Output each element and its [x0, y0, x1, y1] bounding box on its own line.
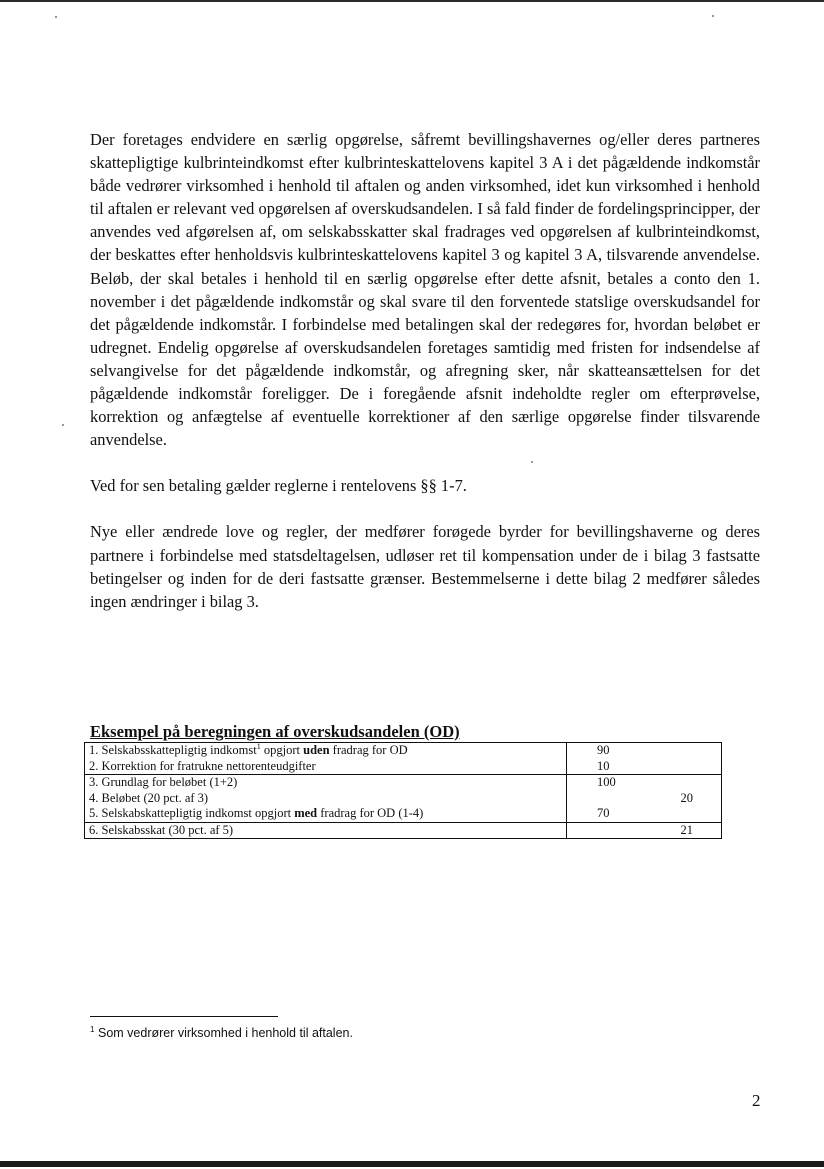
row-result	[659, 759, 722, 775]
scan-speck	[712, 15, 714, 17]
row-label: 2. Korrektion for fratrukne nettorenteudgifter	[85, 759, 567, 775]
row-result	[659, 743, 722, 759]
table-title: Eksempel på beregningen af overskudsandelen (OD)	[90, 722, 460, 741]
row-value: 10	[567, 759, 660, 775]
table-row	[85, 775, 722, 791]
page-number: 2	[752, 1091, 761, 1110]
row-label: 1. Selskabsskattepligtig indkomst$^1$ opgjort uden fradrag for OD	[85, 743, 567, 759]
table-row	[85, 806, 722, 822]
footnote-marker: 1	[90, 1024, 95, 1034]
scan-edge-top	[0, 0, 824, 2]
paragraph-late-payment: Ved for sen betaling gælder reglerne i rentelovens §§ 1-7.	[90, 476, 467, 496]
od-calculation-table	[84, 742, 722, 839]
footnote-divider	[90, 1016, 278, 1017]
row-value: 90	[567, 743, 660, 759]
row-label: 3. Grundlag for beløbet (1+2)	[85, 775, 567, 791]
row-value	[567, 791, 660, 807]
row-result	[659, 806, 722, 822]
row-label: 4. Beløbet (20 pct. af 3)	[85, 791, 567, 807]
row-label: 5. Selskabskattepligtig indkomst opgjort med fradrag for OD (1-4)	[85, 806, 567, 822]
paragraph-new-laws: Nye eller ændrede love og regler, der medfører forøgede byrder for bevillingshaverne og deres partnere i forbindelse med statsdeltagelsen, udløser ret til kompensation under de i bilag 3 fastsatte betingelser og inden for de deri fastsatte grænser. Bestemmelserne i dette bilag 2 medfører således ingen ændringer i bilag 3.	[90, 522, 760, 611]
table-row	[85, 759, 722, 775]
footnote-text: Som vedrører virksomhed i henhold til aftalen.	[94, 1026, 353, 1040]
row-label: 6. Selskabsskat (30 pct. af 5)	[85, 822, 567, 839]
table-row	[85, 791, 722, 807]
row-value	[567, 822, 660, 839]
row-result: 21	[659, 822, 722, 839]
paragraph-special-statement: Der foretages endvidere en særlig opgørelse, såfremt bevillingshavernes og/eller deres partneres skattepligtige kulbrinteindkomst efter kulbrinteskattelovens kapitel 3 A i det pågældende indkomstår både vedrører virksomhed i henhold til aftalen og anden virksomhed, idet kun virksomhed i henhold til aftalen er relevant ved opgørelsen af overskudsandelen. I så fald finder de fordelingsprincipper, der anvendes ved afgørelsen af, om selskabsskatter skal fradrages ved opgørelsen af kulbrinteindkomst, der beskattes efter henholdsvis kulbrinteskattelovens kapitel 3 og kapitel 3 A, tilsvarende anvendelse. Beløb, der skal betales i henhold til en særlig opgørelse efter dette afsnit, betales a conto den 1. november i det pågældende indkomstår og skal svare til den forventede statslige overskudsandel for det pågældende indkomstår. I forbindelse med betalingen skal der redegøres for, hvordan beløbet er udregnet. Endelig opgørelse af overskudsandelen foretages samtidig med fristen for indsendelse af selvangivelse for det pågældende indkomstår, og afregning sker, når skatteansættelsen for det pågældende indkomstår foreligger. De i foregående afsnit indeholdte regler om efterprøvelse, korrektion og anfægtelse af eventuelle korrektioner af den særlige opgørelse finder tilsvarende anvendelse.	[90, 130, 760, 450]
table-row	[85, 822, 722, 839]
row-value: 70	[567, 806, 660, 822]
scan-speck	[55, 16, 57, 18]
body-text	[90, 128, 760, 636]
scan-speck	[62, 424, 64, 426]
table-row	[85, 743, 722, 759]
row-result: 20	[659, 791, 722, 807]
row-result	[659, 775, 722, 791]
footnote	[90, 1026, 353, 1040]
row-value: 100	[597, 775, 616, 789]
scan-edge-bottom	[0, 1161, 824, 1167]
